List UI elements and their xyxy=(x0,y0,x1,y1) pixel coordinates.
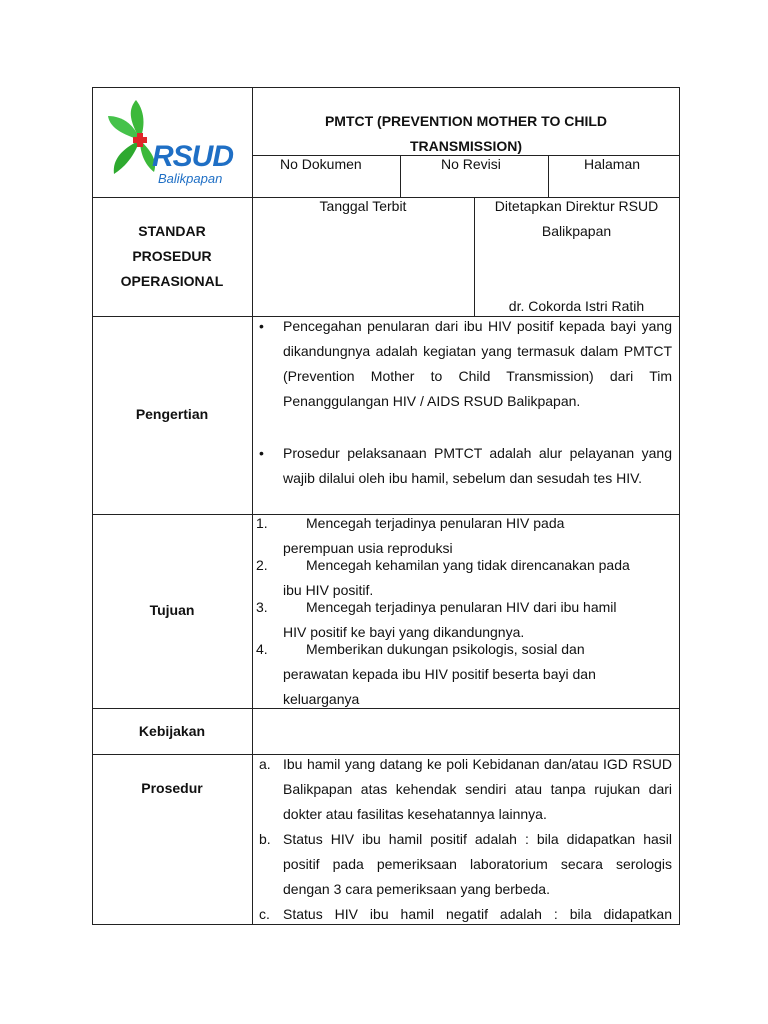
tujuan-item-2-cont: ibu HIV positif. xyxy=(283,582,374,598)
no-revisi-label: No Revisi xyxy=(441,156,501,172)
tujuan-item-4-cont: perawatan kepada ibu HIV positif beserta bayi dan xyxy=(283,666,596,682)
document-title-line1: PMTCT (PREVENTION MOTHER TO CHILD xyxy=(324,113,608,129)
prosedur-item-a: Ibu hamil yang datang ke poli Kebidanan dan/atau IGD RSUD Balikpapan atas kehendak sendiri atau tanpa rujukan dari dokter atau fasilitas kesehatannya lainnya. xyxy=(283,756,672,822)
tujuan-item-4-cont2: keluarganya xyxy=(283,691,360,707)
sop-label-line2: PROSEDUR xyxy=(132,248,212,264)
logo-subtext: Balikpapan xyxy=(158,171,223,186)
tujuan-item-3 xyxy=(256,597,617,618)
document-title-line2: TRANSMISSION) xyxy=(410,138,522,154)
logo-text: RSUD xyxy=(152,140,234,173)
tujuan-item-number: 4. xyxy=(256,641,268,657)
table-border-top xyxy=(92,87,680,88)
prosedur-mark-c: c. xyxy=(259,906,270,922)
tujuan-item-text: Mencegah terjadinya penularan HIV pada xyxy=(306,515,565,531)
ditetapkan-line2: Balikpapan xyxy=(541,223,612,239)
prosedur-item-c: Status HIV ibu hamil negatif adalah : bila didapatkan xyxy=(283,906,672,922)
prosedur-label: Prosedur xyxy=(141,780,203,796)
sop-label-line1: STANDAR xyxy=(138,223,206,239)
rsud-logo xyxy=(100,92,245,192)
sop-label-line3: OPERASIONAL xyxy=(120,273,224,289)
tujuan-item-3-cont: HIV positif ke bayi yang dikandungnya. xyxy=(283,624,525,640)
tujuan-item-number: 1. xyxy=(256,515,268,531)
table-border-right xyxy=(679,87,680,925)
prosedur-mark-a: a. xyxy=(259,756,271,772)
halaman-label: Halaman xyxy=(584,156,641,172)
tujuan-item-number: 3. xyxy=(256,599,268,615)
pengertian-bullet-1: • xyxy=(259,318,264,334)
tujuan-item-4 xyxy=(256,639,585,660)
tujuan-item-text: Memberikan dukungan psikologis, sosial dan xyxy=(306,641,585,657)
tujuan-item-1-cont: perempuan usia reproduksi xyxy=(283,540,453,556)
tujuan-label: Tujuan xyxy=(149,602,195,618)
tujuan-item-text: Mencegah kehamilan yang tidak direncanakan pada xyxy=(306,557,630,573)
pengertian-item-2: Prosedur pelaksanaan PMTCT adalah alur pelayanan yang wajib dilalui oleh ibu hamil, sebelum dan sesudah tes HIV. xyxy=(283,445,672,486)
tujuan-item-1 xyxy=(256,513,564,534)
no-dokumen-label: No Dokumen xyxy=(280,156,362,172)
ditetapkan-line1: Ditetapkan Direktur RSUD xyxy=(494,198,659,214)
tanggal-terbit-label: Tanggal Terbit xyxy=(319,198,407,214)
prosedur-item-b: Status HIV ibu hamil positif adalah : bila didapatkan hasil positif pada pemeriksaan laboratorium secara serologis dengan 3 cara pemeriksaan yang berbeda. xyxy=(283,831,672,897)
pengertian-item-1: Pencegahan penularan dari ibu HIV positif kepada bayi yang dikandungnya adalah kegiatan yang termasuk dalam PMTCT (Prevention Mother to Child Transmission) dari Tim Penanggulangan HIV / AIDS RSUD Balikpapan. xyxy=(283,318,672,409)
prosedur-mark-b: b. xyxy=(259,831,271,847)
header-col-divider-1 xyxy=(400,155,401,197)
signatory-name: dr. Cokorda Istri Ratih xyxy=(508,298,645,314)
pengertian-label: Pengertian xyxy=(135,406,209,422)
tujuan-item-text: Mencegah terjadinya penularan HIV dari ibu hamil xyxy=(306,599,617,615)
kebijakan-label: Kebijakan xyxy=(138,723,206,739)
tujuan-item-2 xyxy=(256,555,630,576)
pengertian-bullet-2: • xyxy=(259,445,264,461)
header-col-divider-2 xyxy=(548,155,549,197)
row-divider-4 xyxy=(92,708,680,709)
tujuan-item-number: 2. xyxy=(256,557,268,573)
